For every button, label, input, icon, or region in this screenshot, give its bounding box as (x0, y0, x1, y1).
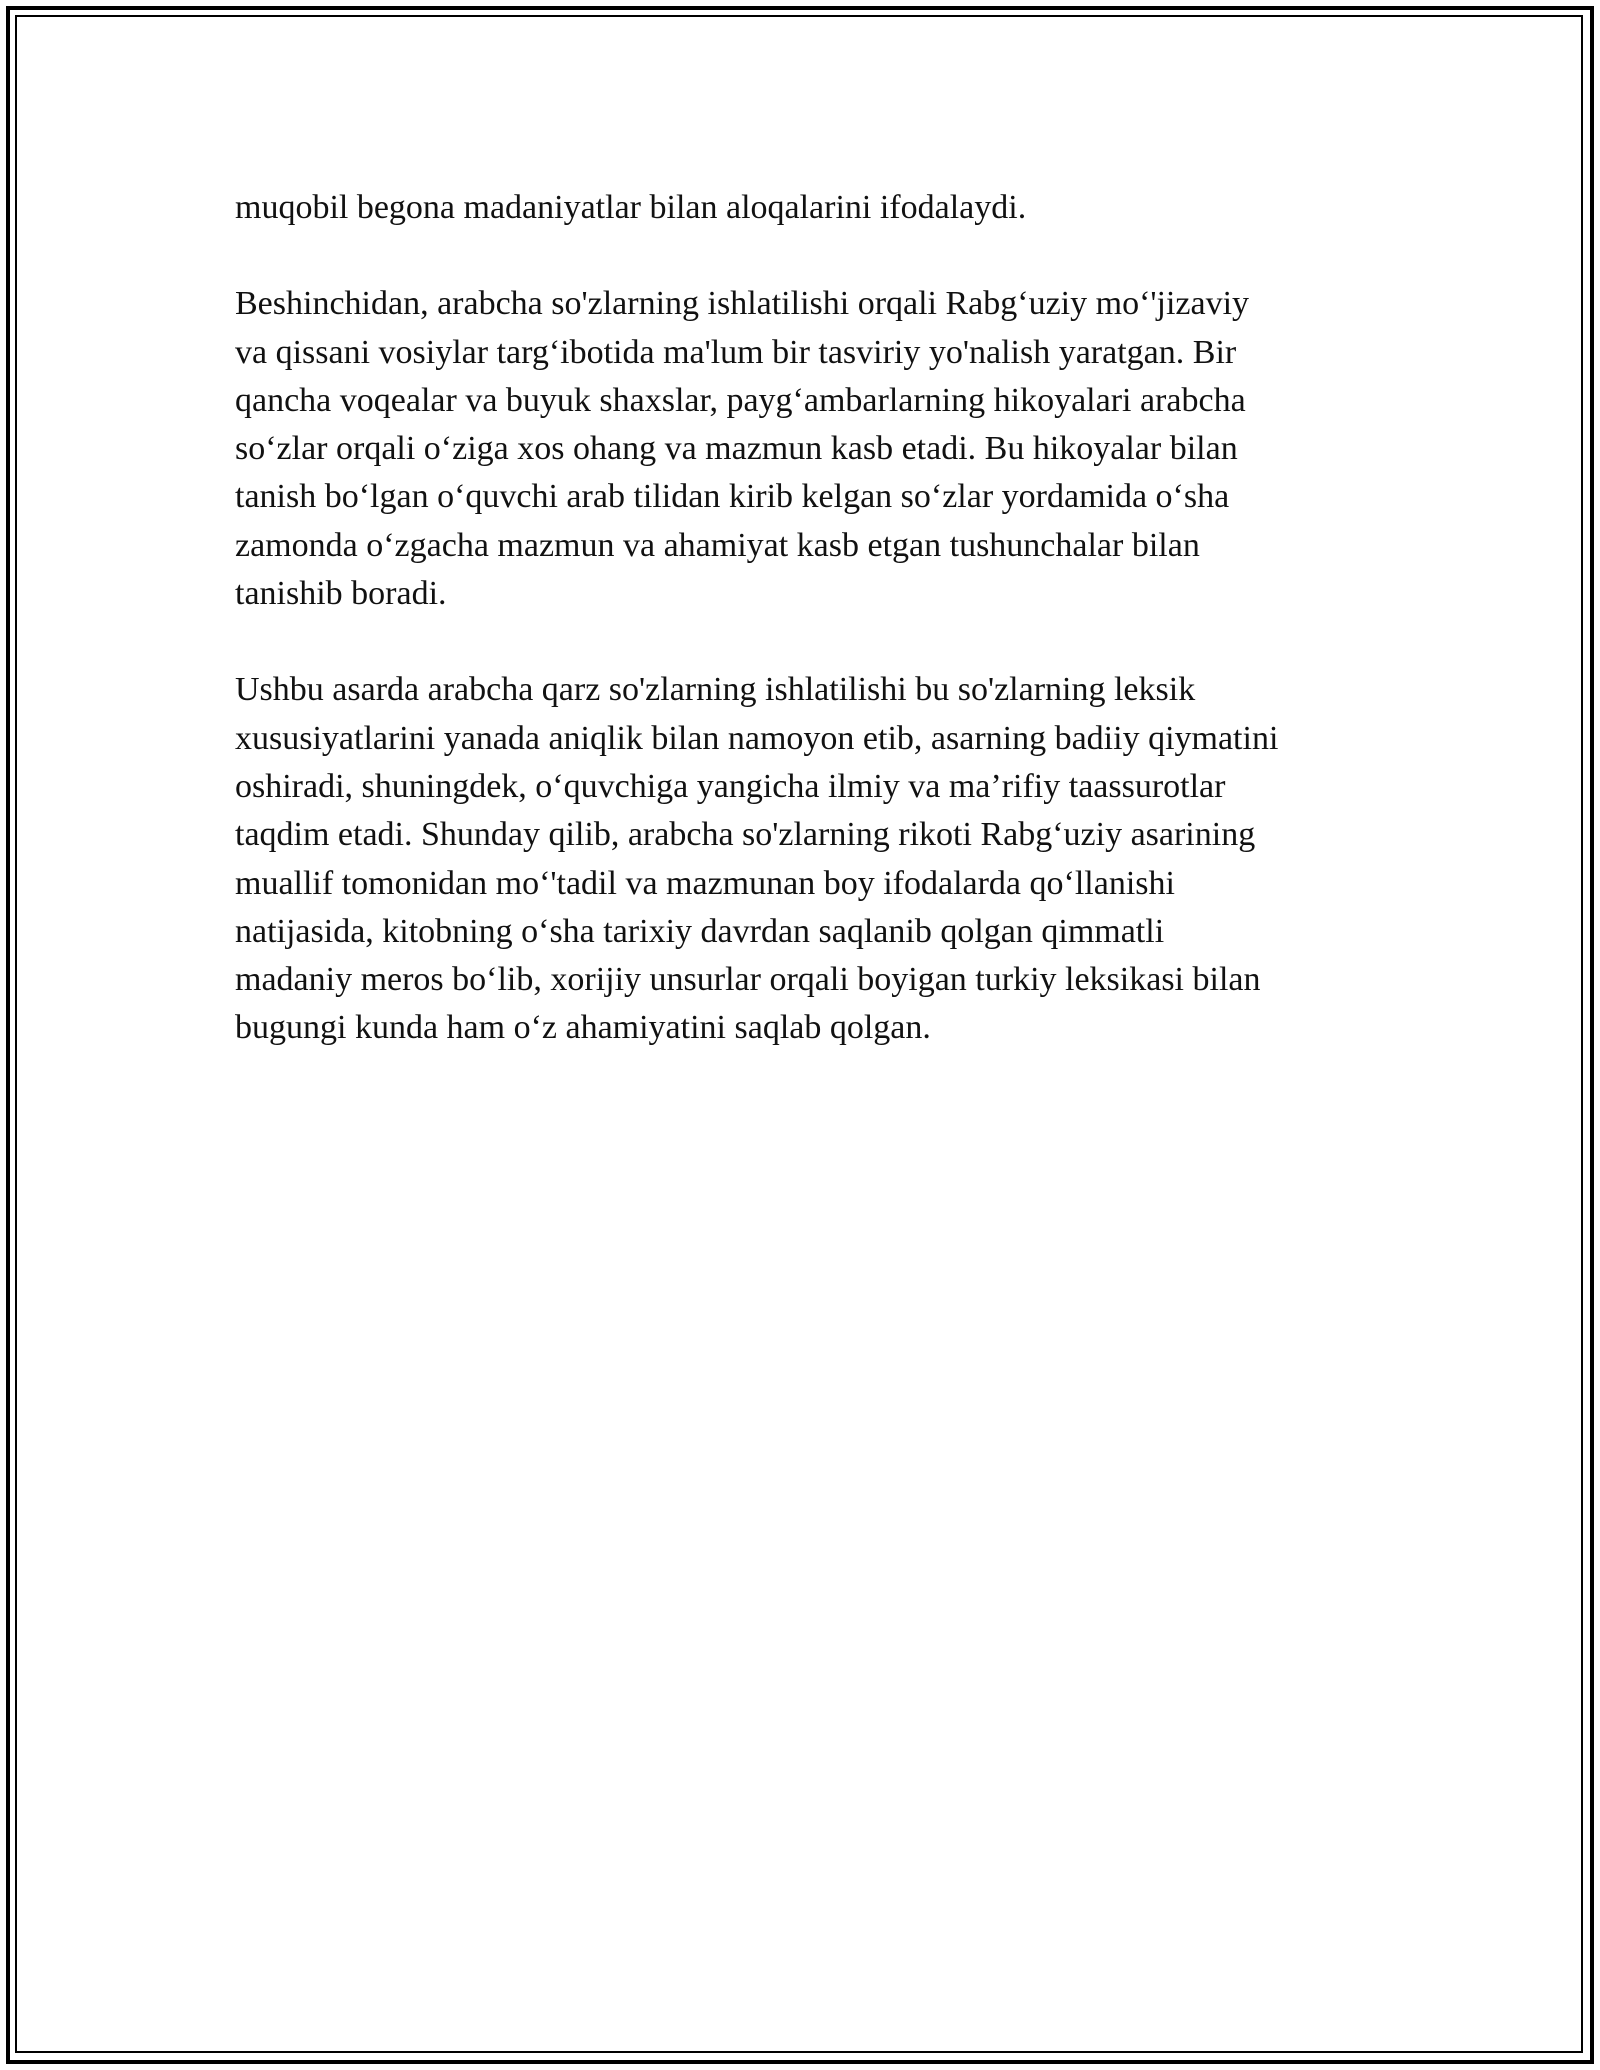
text-line: tanish bo‘lgan o‘quvchi arab tilidan kirib kelgan so‘zlar yordamida o‘sha (235, 478, 1230, 516)
paragraph-2 (235, 280, 1365, 618)
paragraph-1 (235, 184, 1365, 232)
text-line: bugungi kunda ham o‘z ahamiyatini saqlab qolgan. (235, 1009, 931, 1047)
paragraph-3 (235, 666, 1365, 1052)
document-body (235, 184, 1365, 1101)
text-line: Beshinchidan, arabcha so'zlarning ishlatilishi orqali Rabg‘uziy mo‘'jizaviy (235, 285, 1250, 323)
text-line: zamonda o‘zgacha mazmun va ahamiyat kasb etgan tushunchalar bilan (235, 526, 1200, 564)
text-line: qancha voqealar va buyuk shaxslar, payg‘ambarlarning hikoyalari arabcha (235, 381, 1246, 419)
text-line: muqobil begona madaniyatlar bilan aloqalarini ifodalaydi. (235, 189, 1027, 226)
text-line: taqdim etadi. Shunday qilib, arabcha so'zlarning rikoti Rabg‘uziy asarining (235, 816, 1256, 854)
text-line: madaniy meros bo‘lib, xorijiy unsurlar orqali boyigan turkiy leksikasi bilan (235, 961, 1261, 999)
text-line: muallif tomonidan mo‘'tadil va mazmunan boy ifodalarda qo‘llanishi (235, 864, 1175, 902)
text-line: oshiradi, shuningdek, o‘quvchiga yangicha ilmiy va ma’rifiy taassurotlar (235, 767, 1226, 805)
text-line: tanishib boradi. (235, 575, 447, 613)
text-line: so‘zlar orqali o‘ziga xos ohang va mazmun kasb etadi. Bu hikoyalar bilan (235, 430, 1238, 468)
text-line: Ushbu asarda arabcha qarz so'zlarning ishlatilishi bu so'zlarning leksik (235, 671, 1196, 709)
text-line: natijasida, kitobning o‘sha tarixiy davrdan saqlanib qolgan qimmatli (235, 912, 1165, 950)
text-line: xususiyatlarini yanada aniqlik bilan namoyon etib, asarning badiiy qiymatini (235, 719, 1279, 757)
text-line: va qissani vosiylar targ‘ibotida ma'lum bir tasviriy yo'nalish yaratgan. Bir (235, 333, 1237, 371)
